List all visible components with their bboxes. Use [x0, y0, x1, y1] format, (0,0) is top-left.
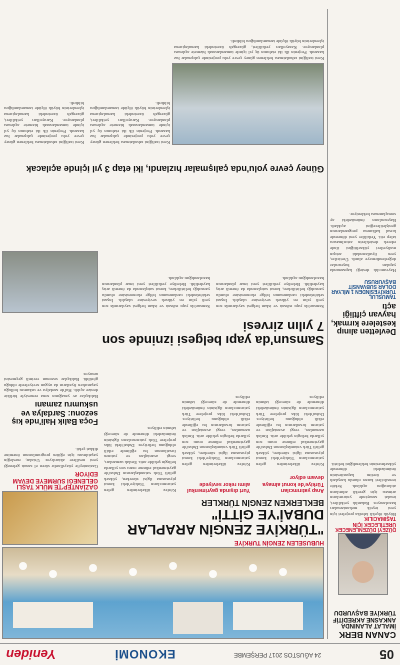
main-kicker: HUBUSELEN ZENGİN TURKİYE [234, 539, 324, 545]
gaziantep-photo [2, 491, 98, 545]
beach-photo [2, 547, 324, 639]
columnist-body: Büyük ölçekli fabrika projeleri için yeni teşvik mekanizmaları hazırlanıyor. Bakanlık yetkilileri, imalat sanayinde yatırımların artması için gerekli adımların atılacağını açıkladı. Sektör temsilcileri kararı olumlu karşıladı ve üretim kapasitesinin önümüzdeki dönemde yükselmesinin beklendiğini belirtti. [330, 461, 396, 517]
livestock-story [330, 9, 396, 335]
column-divider [327, 9, 328, 639]
columnist-block [330, 339, 396, 639]
main-body-col-1: Körfez ülkelerinden gelen yatırımcıların Türkiye'deki konut piyasasına ilgisi sürerken, yüksek gelirli Türk vatandaşlarının Dubai'de gayrimenkul edinme oranı son yıllarda belirgin şekilde arttı. Emlak uzmanları, vergi avantajları ve yatırım fırsatlarının bu eğilimde etkili olduğunu belirtiyor. Dubai'deki lüks projelere Türk yatırımcıların ilgisinin önümüzdeki dönemde de süreceği tahmin ediliyor. [256, 394, 324, 467]
livestock-body: Hayvancılık desteği kapsamında yapılan başvurular değerlendirmeye alındı. Üreticiler, yem fiyatlarındaki artışın maliyetleri yükselttiğini ifade ederek desteklerin artırılmasını talep etti. Yetkililer yeni dönemde kırsal kalkınma programlarının genişletileceğini açıkladı. Başvuruların önümüzdeki ay sonuçlanması bekleniyor. [330, 212, 396, 274]
columnist-subtitle: DÜZEYİ DÜZENLENECEK ÜRETİLECEK İÇİN TAŞIMACILIK [335, 515, 396, 532]
pull-quote-2: Yurt dışında gayrimenkul alımı rekor seviyede [187, 480, 250, 493]
columnist-portrait [338, 533, 388, 595]
gaziantep-headline: GAZİANTEP'TE MÜLK TAŞLI GELENEĞİ SÜRMEYE DEVAM EDİYOR [12, 470, 98, 489]
guney-body-col-2: Kent trafiğini rahatlatması beklenen güney çevre yolu projesinde çalışmalar hız kazandı. Projenin ilk iki etabının üç yıl içinde tamamlanarak hizmete açılması planlanıyor. Karayolları yetkilileri, güzergah üzerindeki kamulaştırma işlemlerinin büyük ölçüde tamamlandığını bildirdi. [4, 100, 84, 145]
guney-headline: Güney çevre yolu'nda çalışmalar hızlandı, iki etap 3 yıl içinde açılacak [26, 164, 324, 174]
newspaper-logo: Yeniden [6, 647, 57, 662]
issue-date: 24 AĞUSTOS 2017 PERŞEMBE [233, 651, 322, 658]
section-title: EKONOMİ [114, 647, 176, 662]
main-subhead: BEKLERKEN ZENGİN TÜRKLER [201, 497, 324, 507]
columnist-title: İMALAT ALANINDA ANKASNE AKREDİTİF TÜRKİYE BAŞVURDU [332, 609, 396, 629]
columnist-headline: CANAN BERK [338, 630, 396, 640]
guney-headline-block [4, 149, 324, 173]
portrait-icon [339, 534, 387, 594]
samsun-body-col-1: Samsun'da yapı ruhsatı ve iskan belgesi sayılarında son yedi yılın en yüksek seviyesine ulaşıldı. İnşaat sektöründeki canlanmanın bölge ekonomisine olumlu yansıdığı belirtilirken, konut satışlarında da önemli artış kaydedildi. Belediye yetkilileri yeni imar planlarının hazırlandığını açıkladı. [216, 276, 324, 309]
pull-quote-1: Arap yatırımcıları Türkiye'de konut almaya devam ediyor [262, 474, 324, 493]
masthead [0, 643, 400, 665]
samsun-body-col-2: Samsun'da yapı ruhsatı ve iskan belgesi sayılarında son yedi yılın en yüksek seviyesine ulaşıldı. İnşaat sektöründeki canlanmanın bölge ekonomisine olumlu yansıdığı belirtilirken, konut satışlarında da önemli artış kaydedildi. Belediye yetkilileri yeni imar planlarının hazırlandığını açıkladı. [102, 276, 210, 309]
market-photo [2, 251, 98, 313]
foca-headline: Foça Balık Hali'nde kış sezonu: Sardalya ve uskumru zamanı [11, 400, 98, 426]
resort-illustration [3, 548, 323, 638]
main-body-col-3: Körfez ülkelerinden gelen yatırımcıların Türkiye'deki konut piyasasına ilgisi sürerken, yüksek gelirli Türk vatandaşlarının Dubai'de gayrimenkul edinme oranı son yıllarda belirgin şekilde arttı. Emlak uzmanları, vergi avantajları ve yatırım fırsatlarının bu eğilimde etkili olduğunu belirtiyor. Dubai'deki lüks projelere Türk yatırımcıların ilgisinin önümüzdeki dönemde de süreceği tahmin ediliyor. [104, 426, 176, 493]
main-headline: "TÜRKİYE ZENGİN ARAPLAR DUBAİ'YE GİTTİ" [127, 507, 324, 538]
gaziantep-body: Gaziantep'te yüzyıllardır süren el sanatı geleneği yeni nesillere aktarılıyor. Ustalar, mesleğin yaşatılması için eğitim programlarının önemine dikkat çekti. [4, 447, 98, 469]
samsun-headline: Samsun'da yapı belgesi izninde son 7 yılın zirvesi [102, 319, 324, 348]
guney-body-col-1: Kent trafiğini rahatlatması beklenen güney çevre yolu projesinde çalışmalar hız kazandı. Projenin ilk iki etabının üç yıl içinde tamamlanarak hizmete açılması planlanıyor. Karayolları yetkilileri, güzergah üzerindeki kamulaştırma işlemlerinin büyük ölçüde tamamlandığını bildirdi. [90, 100, 170, 145]
main-story-body [102, 353, 324, 493]
main-body-col-2: Körfez ülkelerinden gelen yatırımcıların Türkiye'deki konut piyasasına ilgisi sürerken, yüksek gelirli Türk vatandaşlarının Dubai'de gayrimenkul edinme oranı son yıllarda belirgin şekilde arttı. Emlak uzmanları, vergi avantajları ve yatırım fırsatlarının bu eğilimde etkili olduğunu belirtiyor. Dubai'deki lüks projelere Türk yatırımcıların ilgisinin önümüzdeki dönemde de süreceği tahmin ediliyor. [182, 394, 250, 467]
road-photo [172, 63, 324, 145]
main-headline-block [102, 497, 324, 545]
samsun-headline-block [102, 315, 324, 347]
guney-body-col-3: Kent trafiğini rahatlatması beklenen güney çevre yolu projesinde çalışmalar hız kazandı. Projenin ilk iki etabının üç yıl içinde tamamlanarak hizmete açılması planlanıyor. Karayolları yetkilileri, güzergah üzerindeki kamulaştırma işlemlerinin büyük ölçüde tamamlandığını bildirdi. [174, 39, 324, 61]
page-number: 05 [379, 647, 394, 662]
livestock-subhead: TAMUSLUL TÜRKİYESİNDEN 1 MİLYAR DOLAR SUBVANSİT BAŞVURUSU [331, 277, 396, 300]
livestock-headline: Devletten alınıp kestelere kırmak, hayvan çiftliği açtı [331, 301, 396, 336]
foca-body: Balıkçılar av yasağının sona ermesiyle birlikte denize açıldı. Hal'de sardalya ve uskumru bolluğu yaşanırken fiyatların da uygun seviyelerde olduğu görüldü. Balıkçılar sezonun verimli geçmesini umuyor. [4, 371, 98, 399]
